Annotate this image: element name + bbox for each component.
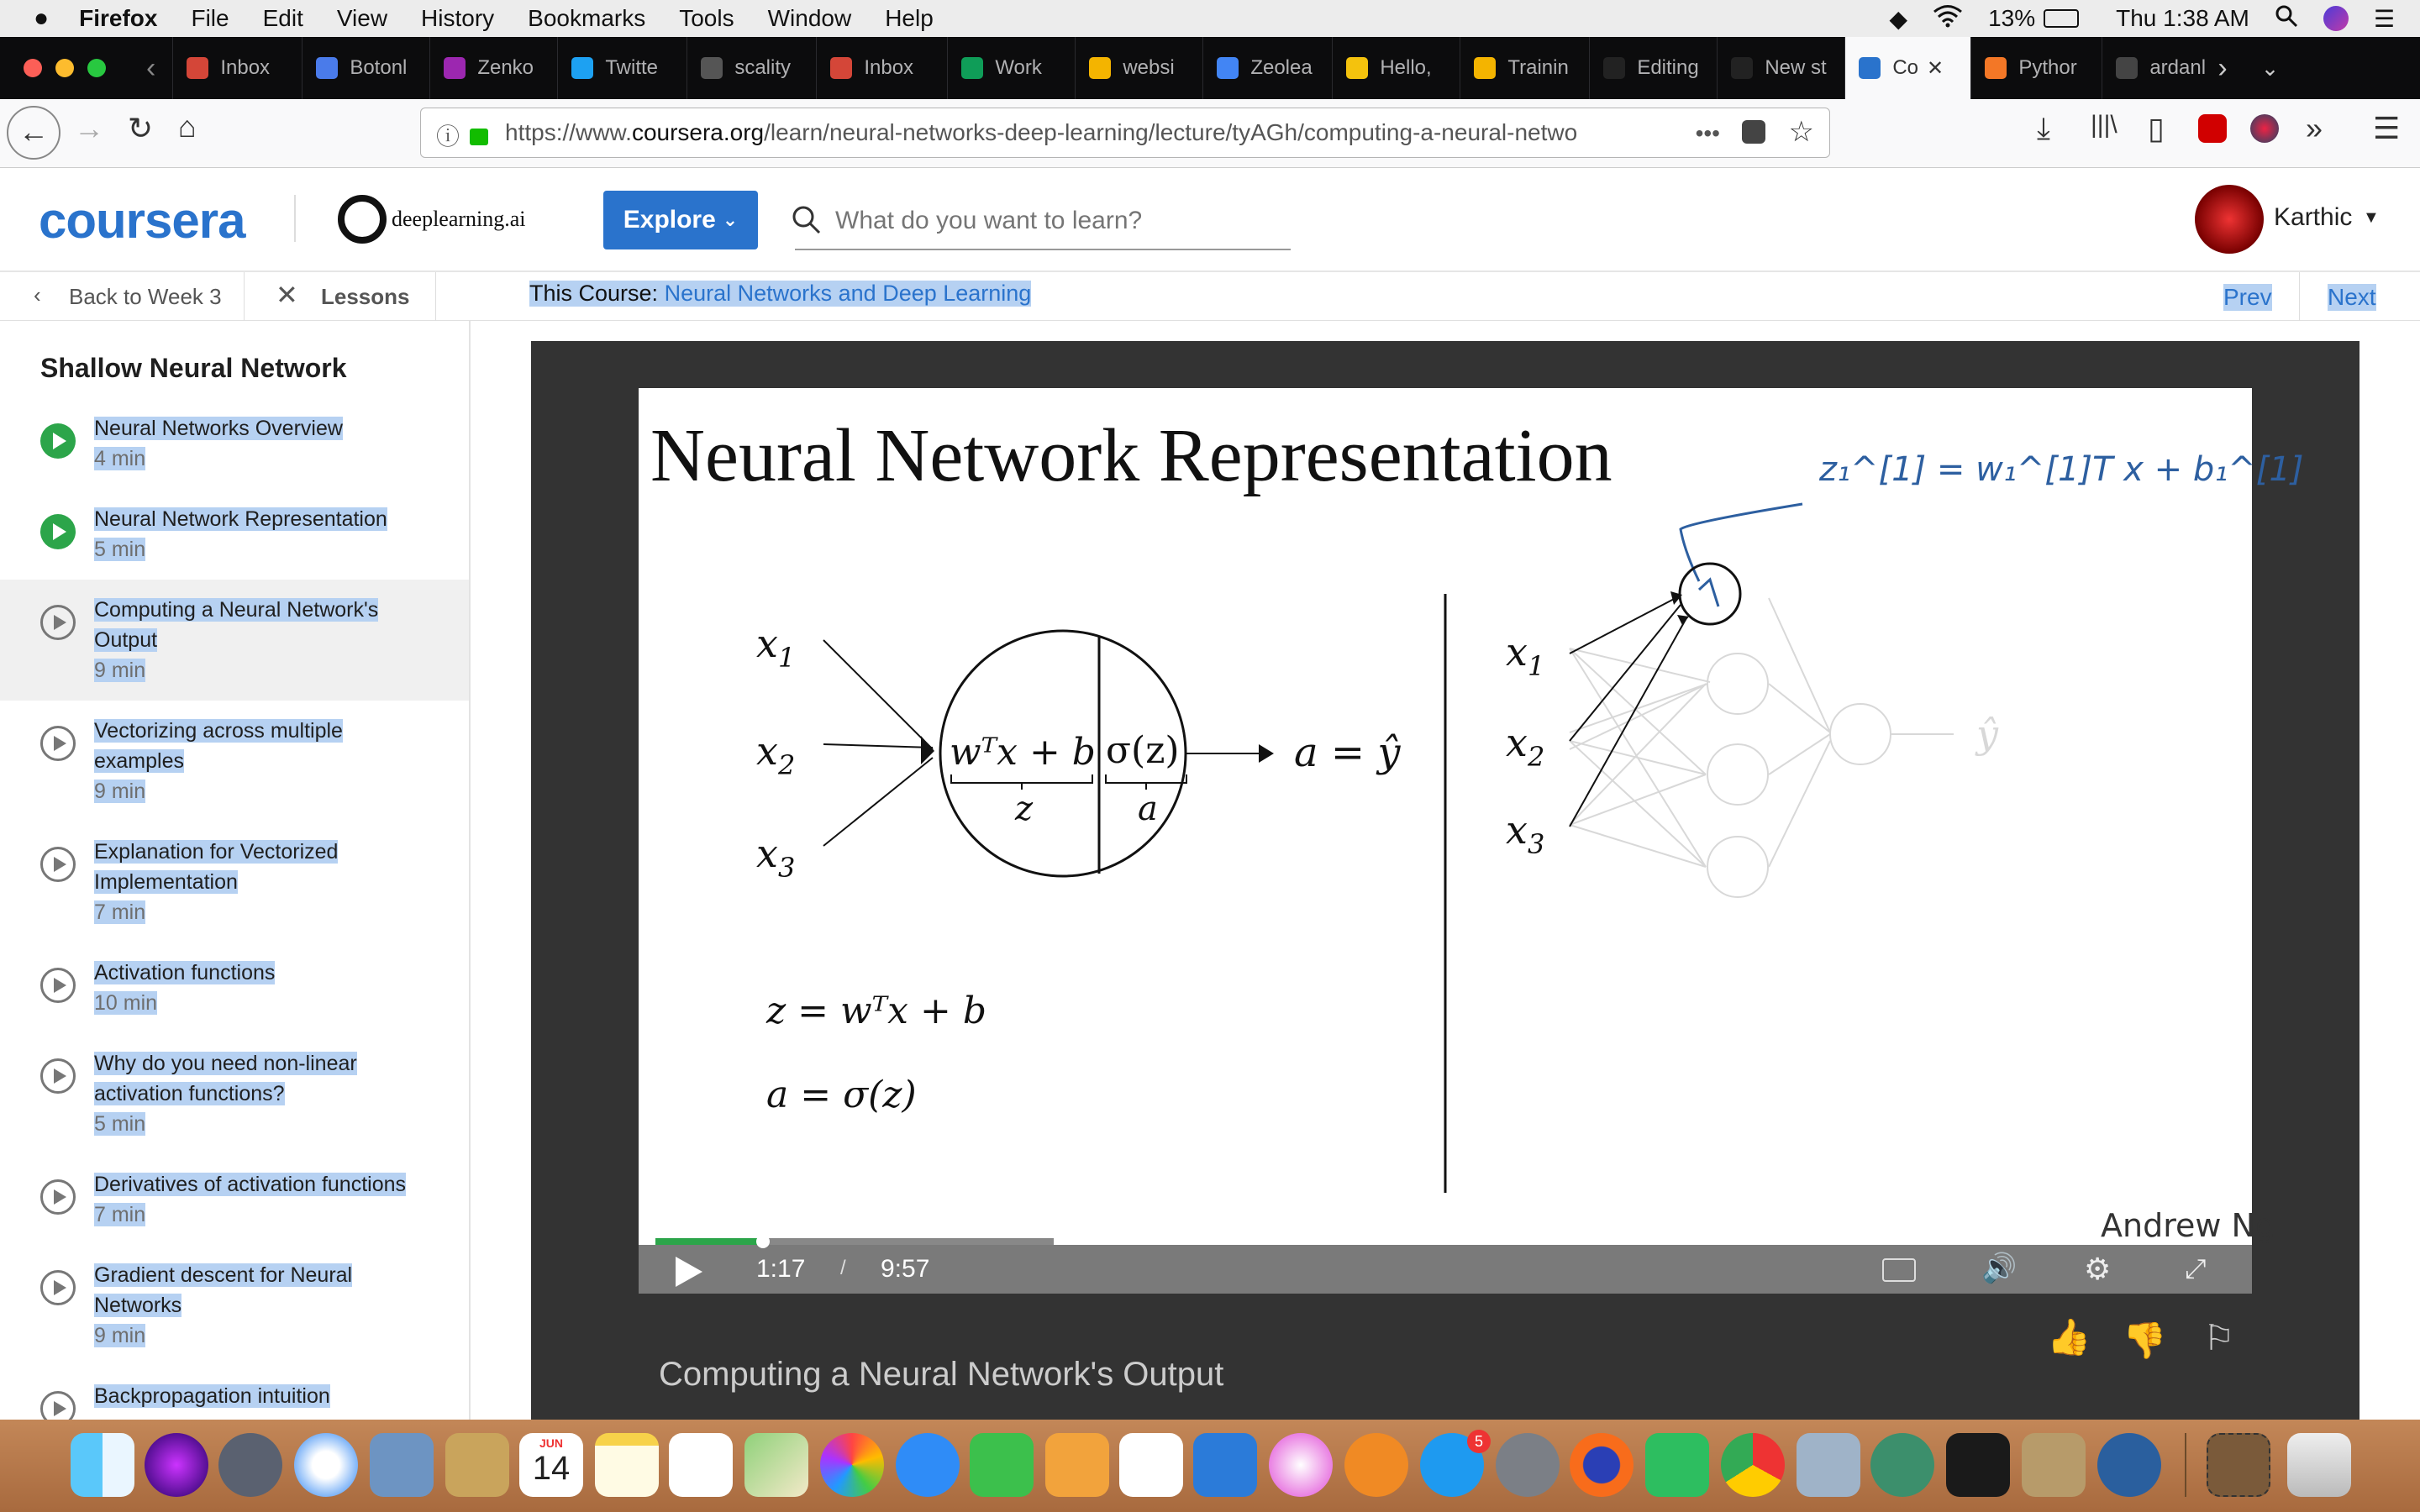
lesson-item[interactable]	[0, 1154, 469, 1245]
completed-play-icon	[40, 423, 76, 459]
explore-label: Explore	[623, 206, 716, 234]
menu-history[interactable]: History	[421, 5, 495, 31]
atom-icon[interactable]	[1870, 1433, 1934, 1497]
siri-icon[interactable]	[145, 1433, 208, 1497]
lesson-duration: 5 min	[94, 1112, 146, 1136]
library-icon[interactable]: |||\	[2091, 111, 2118, 139]
flag-icon[interactable]: ⚐	[2203, 1318, 2235, 1357]
browser-tab[interactable]	[1589, 37, 1717, 99]
reminders-icon[interactable]	[669, 1433, 733, 1497]
notification-center-icon[interactable]: ☰	[2373, 5, 2395, 32]
tab-label: Inbox	[864, 56, 914, 79]
chevron-down-icon: ⌄	[722, 209, 739, 230]
window-zoom-button[interactable]	[87, 59, 106, 77]
divider	[2299, 272, 2300, 321]
tab-favicon-icon	[961, 57, 983, 79]
adblock-icon[interactable]	[2198, 114, 2227, 143]
app-store-badge: 5	[1467, 1430, 1491, 1453]
tab-label: Zenko	[477, 56, 534, 79]
url-domain: coursera.org	[631, 119, 765, 145]
lesson-item[interactable]	[0, 489, 469, 580]
firefox-icon[interactable]	[1570, 1433, 1634, 1497]
browser-tab[interactable]	[1332, 37, 1460, 99]
lesson-duration: 5 min	[94, 538, 146, 561]
apple-icon[interactable]: ●	[34, 4, 50, 32]
numbers-icon[interactable]	[1119, 1433, 1183, 1497]
menu-help[interactable]: Help	[885, 5, 934, 31]
lesson-title: Why do you need non-linear activation functions?	[94, 1052, 357, 1105]
fullscreen-icon[interactable]: ⤢	[2185, 1253, 2207, 1284]
lesson-item[interactable]	[0, 701, 469, 822]
edge-x2	[823, 744, 933, 748]
tab-label: Editing	[1637, 56, 1699, 79]
tab-favicon-icon	[444, 57, 466, 79]
lesson-duration: 7 min	[94, 900, 146, 924]
neuron-annotation-mark	[1699, 580, 1718, 606]
lesson-item[interactable]	[0, 1245, 469, 1366]
tab-label: Trainin	[1507, 56, 1569, 79]
home-button[interactable]: ⌂	[178, 109, 197, 144]
launchpad-icon[interactable]	[218, 1433, 282, 1497]
label-a: a	[1138, 790, 1158, 828]
tab-list-chevron-down-icon[interactable]: ⌄	[2260, 55, 2280, 81]
menu-edit[interactable]: Edit	[262, 5, 303, 31]
photos-icon[interactable]	[820, 1433, 884, 1497]
forward-button[interactable]: →	[74, 111, 104, 145]
explore-button[interactable]	[603, 191, 758, 249]
calendar-icon[interactable]	[519, 1433, 583, 1497]
label-z: z	[1015, 790, 1034, 828]
lesson-duration: 10 min	[94, 991, 158, 1015]
tab-label: Botonl	[350, 56, 408, 79]
tab-favicon-icon	[1731, 57, 1753, 79]
tab-label: ardanl	[2149, 56, 2207, 79]
tab-favicon-icon	[1985, 57, 2007, 79]
lesson-duration: 9 min	[94, 780, 146, 803]
brace-a	[1106, 774, 1186, 790]
trash-icon[interactable]	[2287, 1433, 2351, 1497]
facetime-icon[interactable]	[970, 1433, 1034, 1497]
faded-network	[1570, 598, 1954, 897]
input-x1: $x_1$	[756, 621, 796, 674]
contacts-icon[interactable]	[445, 1433, 509, 1497]
user-menu-chevron-down-icon[interactable]: ▼	[2363, 208, 2380, 227]
calendar-month: JUN	[539, 1436, 563, 1450]
keynote-icon[interactable]	[1193, 1433, 1257, 1497]
equation-z: z = wᵀx + b	[766, 990, 986, 1032]
tab-favicon-icon	[187, 57, 208, 79]
tab-label: New st	[1765, 56, 1827, 79]
battery-icon[interactable]	[2044, 9, 2079, 28]
window-close-button[interactable]	[24, 59, 42, 77]
coursera-header	[0, 168, 2420, 272]
annotation-pointer	[1681, 504, 1802, 581]
menu-app-firefox[interactable]: Firefox	[79, 5, 158, 31]
play-icon[interactable]	[676, 1257, 702, 1287]
lesson-duration: 9 min	[94, 1324, 146, 1347]
tab-favicon-icon	[2116, 57, 2138, 79]
progress-played	[655, 1238, 763, 1245]
tab-label: Hello,	[1380, 56, 1432, 79]
slide-drawing	[639, 388, 2304, 1245]
tab-label: Work	[995, 56, 1042, 79]
user-name[interactable]: Karthic	[2274, 203, 2353, 231]
lesson-title: Vectorizing across multiple examples	[94, 719, 343, 773]
terminal-icon[interactable]	[1946, 1433, 2010, 1497]
chevron-left-icon: ‹	[34, 282, 41, 307]
course-nav-bar	[0, 272, 2420, 321]
lesson-duration: 4 min	[94, 447, 146, 470]
handwritten-annotation: z₁^[1] = w₁^[1]T x + b₁^[1]	[1819, 450, 2304, 489]
lessons-toggle[interactable]: Lessons	[321, 284, 410, 309]
browser-tab[interactable]	[1717, 37, 1844, 99]
lesson-title: Neural Networks Overview	[94, 417, 343, 440]
menu-tools[interactable]: Tools	[679, 5, 734, 31]
back-to-week-link[interactable]: Back to Week 3	[69, 284, 222, 309]
net-input-x3: $x_3$	[1506, 807, 1545, 860]
browser-tab[interactable]	[302, 37, 429, 99]
extension-icon[interactable]	[2250, 114, 2279, 143]
tab-favicon-icon	[1089, 57, 1111, 79]
tab-favicon-icon	[1474, 57, 1496, 79]
system-preferences-icon[interactable]	[1496, 1433, 1560, 1497]
menu-file[interactable]: File	[191, 5, 229, 31]
input-x2: $x_2$	[756, 728, 796, 781]
browser-tab[interactable]	[1844, 37, 1970, 99]
back-button[interactable]: ←	[7, 106, 60, 160]
lesson-title: Neural Network Representation	[94, 507, 387, 531]
next-link[interactable]: Next	[2328, 284, 2376, 310]
tab-label: websi	[1123, 56, 1175, 79]
macos-menubar	[0, 0, 2420, 37]
tabs-scroll-left-icon[interactable]: ‹	[146, 51, 156, 84]
input-x3: $x_3$	[756, 831, 796, 884]
url-prefix: https://www.	[505, 119, 632, 145]
clock[interactable]: Thu 1:38 AM	[2116, 5, 2249, 31]
url-path: /learn/neural-networks-deep-learning/lecture/tyAGh/computing-a-neural-netwo	[764, 119, 1578, 145]
video-controls	[639, 1245, 2252, 1294]
volume-icon[interactable]: 🔊	[1981, 1252, 2018, 1284]
module-heading: Shallow Neural Network	[40, 353, 347, 383]
course-label	[529, 281, 1031, 307]
neuron-activation: σ(z)	[1106, 729, 1180, 772]
pages-icon[interactable]	[1045, 1433, 1109, 1497]
tab-label: Co	[1892, 56, 1919, 79]
tab-label: Zeolea	[1250, 56, 1313, 79]
hamburger-menu-icon[interactable]: ☰	[2373, 111, 2401, 145]
course-name-link[interactable]: Neural Networks and Deep Learning	[664, 281, 1032, 306]
tab-favicon-icon	[1603, 57, 1625, 79]
dock-separator	[2185, 1433, 2186, 1497]
lesson-title: Backpropagation intuition	[94, 1384, 330, 1408]
finder-icon[interactable]	[71, 1433, 134, 1497]
highlighted-neuron	[1680, 564, 1740, 624]
play-icon	[40, 968, 76, 1003]
search-input[interactable]	[795, 193, 1291, 250]
thumbs-down-icon[interactable]: 👎	[2123, 1320, 2167, 1360]
notes-icon[interactable]	[595, 1433, 659, 1497]
browser-tab[interactable]	[1202, 37, 1332, 99]
lesson-item[interactable]	[0, 822, 469, 942]
total-time: 9:57	[881, 1255, 930, 1283]
bookmark-star-icon[interactable]: ☆	[1788, 116, 1814, 148]
menu-view[interactable]: View	[336, 5, 388, 31]
lesson-item[interactable]	[0, 1366, 469, 1416]
progress-scrubber[interactable]	[756, 1235, 770, 1248]
equation-a: a = σ(z)	[766, 1074, 917, 1116]
chrome-icon[interactable]	[1721, 1433, 1785, 1497]
tab-label: Pythor	[2018, 56, 2077, 79]
browser-nav-bar	[0, 99, 2420, 168]
net-edge-x1	[1570, 596, 1679, 654]
net-input-x2: $x_2$	[1506, 720, 1545, 773]
siri-icon[interactable]	[2323, 6, 2349, 31]
url-bar[interactable]	[420, 108, 1830, 158]
browser-tab[interactable]	[172, 37, 302, 99]
deeplearning-logo-icon	[338, 195, 387, 244]
thumbs-up-icon[interactable]: 👍	[2047, 1317, 2091, 1357]
ibooks-icon[interactable]	[1344, 1433, 1408, 1497]
quicktime-icon[interactable]	[2097, 1433, 2161, 1497]
divider	[244, 272, 245, 321]
lesson-item[interactable]	[0, 942, 469, 1033]
lesson-item[interactable]	[0, 1033, 469, 1154]
tab-favicon-icon	[1859, 57, 1881, 79]
keychain-icon[interactable]	[2022, 1433, 2086, 1497]
maps-icon[interactable]	[744, 1433, 808, 1497]
lesson-item[interactable]	[0, 580, 469, 701]
captions-icon[interactable]	[1882, 1258, 1916, 1282]
reload-button[interactable]: ↻	[128, 111, 154, 145]
close-icon[interactable]: ✕	[276, 280, 298, 310]
browser-tab[interactable]	[557, 37, 687, 99]
lesson-duration: 9 min	[94, 659, 146, 682]
preview-icon[interactable]	[370, 1433, 434, 1497]
macos-dock	[0, 1420, 2420, 1512]
pocket-icon[interactable]	[1742, 120, 1765, 144]
tab-favicon-icon	[701, 57, 723, 79]
battery-percent: 13%	[1988, 5, 2036, 31]
edge-x3	[823, 758, 933, 846]
net-input-x1: $x_1$	[1506, 629, 1545, 682]
tab-label: Twitte	[605, 56, 659, 79]
page-actions-icon[interactable]: •••	[1687, 120, 1720, 147]
avatar[interactable]	[2195, 185, 2264, 254]
partner-name[interactable]: deeplearning.ai	[392, 207, 526, 231]
play-icon	[40, 726, 76, 761]
messages-icon[interactable]	[896, 1433, 960, 1497]
neuron-linear: wᵀx + b	[950, 731, 1096, 774]
lesson-item[interactable]	[0, 398, 469, 489]
edge-x1	[823, 640, 933, 749]
current-time: 1:17	[756, 1255, 806, 1283]
faded-yhat: ŷ	[1976, 711, 1998, 757]
window-minimize-button[interactable]	[55, 59, 74, 77]
net-arrowhead	[1677, 615, 1689, 625]
brace-z	[951, 774, 1092, 790]
site-info-icon[interactable]: ⓘ	[436, 123, 460, 150]
lesson-title: Derivatives of activation functions	[94, 1173, 407, 1196]
browser-tab[interactable]	[687, 37, 816, 99]
safari-icon[interactable]	[294, 1433, 358, 1497]
play-icon	[40, 1058, 76, 1094]
input-arrowhead	[921, 736, 934, 764]
downloads-icon[interactable]: ⤓	[2037, 111, 2050, 145]
sidebar-icon[interactable]: ▯	[2148, 111, 2165, 145]
tab-strip	[172, 37, 2207, 99]
play-icon	[40, 847, 76, 882]
browser-tab[interactable]	[429, 37, 557, 99]
browser-tab-bar	[0, 37, 2420, 99]
course-prefix: This Course:	[529, 281, 659, 306]
tab-favicon-icon	[316, 57, 338, 79]
tab-label: Inbox	[220, 56, 271, 79]
image-capture-icon[interactable]	[1797, 1433, 1860, 1497]
play-icon	[40, 605, 76, 640]
slide-title: Neural Network Representation	[650, 414, 1612, 497]
lesson-title: Gradient descent for Neural Networks	[94, 1263, 353, 1317]
tab-label: scality	[734, 56, 792, 79]
tab-favicon-icon	[1217, 57, 1239, 79]
browser-tab[interactable]	[2102, 37, 2207, 99]
lesson-duration: 7 min	[94, 1203, 146, 1226]
browser-tab[interactable]	[947, 37, 1075, 99]
prev-link[interactable]: Prev	[2223, 284, 2272, 310]
lesson-title: Explanation for Vectorized Implementation	[94, 840, 339, 894]
calendar-day: 14	[532, 1450, 571, 1487]
output-label: a = ŷ	[1294, 729, 1401, 776]
divider	[435, 272, 436, 321]
spotlight-search-icon[interactable]	[2275, 4, 2298, 34]
menu-bookmarks[interactable]: Bookmarks	[528, 5, 646, 31]
overflow-menu-icon[interactable]: »	[2306, 111, 2323, 145]
downloads-stack-icon[interactable]	[2207, 1433, 2270, 1497]
settings-gear-icon[interactable]: ⚙	[2084, 1252, 2112, 1286]
watermark: Andrew Ng	[2101, 1207, 2276, 1244]
lock-icon	[470, 129, 488, 145]
tab-favicon-icon	[1346, 57, 1368, 79]
browser-tab[interactable]	[816, 37, 947, 99]
header-divider	[294, 195, 296, 242]
play-icon	[40, 1179, 76, 1215]
output-arrowhead	[1259, 744, 1274, 763]
wifi-icon[interactable]	[1933, 4, 1963, 34]
time-separator: /	[840, 1257, 846, 1279]
browser-tab[interactable]	[1460, 37, 1589, 99]
lesson-title: Activation functions	[94, 961, 276, 984]
lecture-slide[interactable]	[639, 388, 2304, 1245]
itunes-icon[interactable]	[1269, 1433, 1333, 1497]
tab-favicon-icon	[571, 57, 593, 79]
tab-favicon-icon	[830, 57, 852, 79]
tabs-scroll-right-icon[interactable]: ›	[2217, 51, 2228, 84]
menubar-status-area	[1890, 0, 2395, 37]
video-title: Computing a Neural Network's Output	[659, 1356, 1224, 1393]
evernote-icon[interactable]	[1645, 1433, 1709, 1497]
completed-play-icon	[40, 514, 76, 549]
tab-close-icon[interactable]: ✕	[1927, 56, 1944, 80]
lesson-title: Computing a Neural Network's Output	[94, 598, 379, 652]
evernote-icon[interactable]: ◆	[1889, 5, 1908, 32]
lesson-sidebar	[0, 321, 471, 1420]
coursera-logo[interactable]: coursera	[39, 192, 245, 249]
browser-tab[interactable]	[1970, 37, 2102, 99]
browser-tab[interactable]	[1075, 37, 1202, 99]
play-icon	[40, 1270, 76, 1305]
menu-window[interactable]: Window	[767, 5, 852, 31]
